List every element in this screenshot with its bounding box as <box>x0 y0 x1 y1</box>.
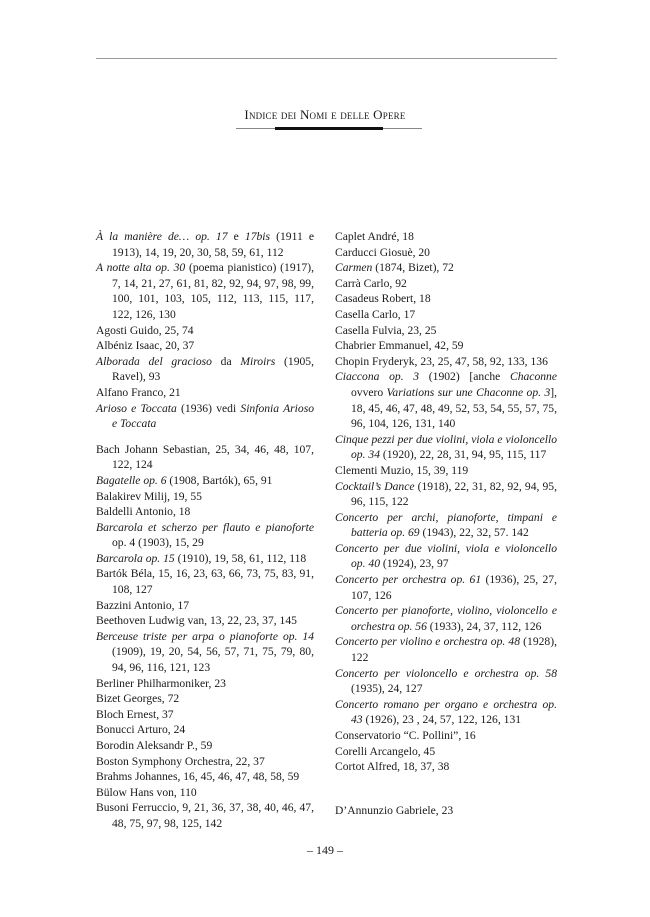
entry-text: Agosti Guido, 25, 74 <box>96 323 194 337</box>
index-entry <box>96 442 314 473</box>
index-entry <box>335 369 557 431</box>
index-entry <box>96 551 314 567</box>
index-entry <box>96 566 314 597</box>
entry-title-italic: À la manière de… op. 17 <box>96 230 228 243</box>
index-entry <box>96 676 314 692</box>
entry-text: (1928), 122 <box>351 635 557 665</box>
entry-text: Berliner Philharmoniker, 23 <box>96 676 226 690</box>
entry-text: (1935), 24, 127 <box>351 682 423 696</box>
entry-text: Balakirev Milij, 19, 55 <box>96 489 202 503</box>
index-entry <box>335 463 557 479</box>
entry-title-italic: Concerto per archi, pianoforte, timpani e batteria op. 69 <box>335 510 557 540</box>
index-entry <box>96 489 314 505</box>
entry-text: Bloch Ernest, 37 <box>96 707 174 721</box>
entry-text: (1933), 24, 37, 112, 126 <box>426 619 542 633</box>
index-entry <box>96 800 314 831</box>
entry-text: Borodin Aleksandr P., 59 <box>96 739 213 752</box>
index-entry <box>96 598 314 614</box>
top-rule <box>96 58 557 59</box>
index-entry <box>335 666 557 697</box>
entry-text: ovvero <box>351 385 387 399</box>
index-entry <box>96 613 314 629</box>
entry-text: Brahms Johannes, 16, 45, 46, 47, 48, 58, 59 <box>96 770 300 784</box>
index-entry <box>96 629 314 676</box>
entry-text: ], 18, 45, 46, 47, 48, 49, 52, 53, 54, 55, 57, 75, 96, 104, 126, 131, 140 <box>351 385 558 431</box>
title-underline-bar <box>275 127 383 130</box>
index-entry <box>96 520 314 551</box>
index-column-left <box>96 229 314 832</box>
index-entry <box>335 728 557 744</box>
entry-text: (1905, Ravel), 93 <box>112 354 314 384</box>
index-entry <box>96 401 314 432</box>
entry-text: D’Annunzio Gabriele, 23 <box>335 803 454 817</box>
entry-text: Bülow Hans von, 110 <box>96 785 197 799</box>
entry-text: (1943), 22, 32, 57. 142 <box>419 526 529 540</box>
index-entry <box>96 229 314 260</box>
entry-text: Casella Carlo, 17 <box>335 307 416 321</box>
entry-title-italic: Barcarola op. 15 <box>96 551 175 565</box>
index-entry <box>335 697 557 728</box>
index-entry <box>335 291 557 307</box>
entry-title-italic: Carmen <box>335 261 373 275</box>
index-entry <box>96 785 314 801</box>
entry-text: Bach Johann Sebastian, 25, 34, 46, 48, 107, 122, 124 <box>96 442 314 472</box>
entry-text: Bartók Béla, 15, 16, 23, 63, 66, 73, 75, 83, 91, 108, 127 <box>96 567 314 597</box>
entry-text: (1920), 22, 28, 31, 94, 95, 115, 117 <box>379 448 547 462</box>
entry-text: Cortot Alfred, 18, 37, 38 <box>335 760 450 774</box>
index-entry <box>96 504 314 520</box>
index-entry <box>96 738 314 754</box>
index-entry <box>335 260 557 276</box>
entry-text: (1909), 19, 20, 54, 56, 57, 71, 75, 79, 80, 94, 96, 116, 121, 123 <box>112 645 314 675</box>
entry-text: Chabrier Emmanuel, 42, 59 <box>335 339 464 353</box>
index-column-right <box>335 229 557 818</box>
index-entry <box>96 385 314 401</box>
entry-text: Busoni Ferruccio, 9, 21, 36, 37, 38, 40, 46, 47, 48, 75, 97, 98, 125, 142 <box>96 801 314 830</box>
index-entry <box>335 744 557 760</box>
index-entry <box>335 338 557 354</box>
index-entry <box>335 245 557 261</box>
entry-title-italic: Concerto per violino e orchestra op. 48 <box>335 635 521 649</box>
entry-text: (1926), 23 , 24, 57, 122, 126, 131 <box>362 713 522 727</box>
entry-text: Albéniz Isaac, 20, 37 <box>96 339 195 353</box>
entry-title-italic: Berceuse triste per arpa o pianoforte op. 14 <box>96 629 314 643</box>
index-entry <box>335 803 557 819</box>
entry-text: (1908, Bartók), 65, 91 <box>166 473 273 487</box>
index-entry <box>335 634 557 665</box>
index-entry <box>335 307 557 323</box>
index-entry <box>335 432 557 463</box>
entry-text: (1924), 23, 97 <box>379 557 449 571</box>
entry-title-italic: Concerto per due violini, viola e violoncello op. 40 <box>335 541 557 571</box>
entry-title-italic: Alborada del gracioso <box>96 354 212 368</box>
entry-title-italic: Chaconne <box>509 370 557 384</box>
index-entry <box>96 707 314 723</box>
entry-text: Clementi Muzio, 15, 39, 119 <box>335 463 469 477</box>
index-entry <box>96 691 314 707</box>
entry-text: Carducci Giosuè, 20 <box>335 245 430 259</box>
entry-title-italic: Barcarola et scherzo per flauto e pianoforte <box>96 520 314 534</box>
index-entry <box>96 473 314 489</box>
entry-text: Chopin Fryderyk, 23, 25, 47, 58, 92, 133, 136 <box>335 354 548 368</box>
index-entry <box>335 354 557 370</box>
entry-text: Beethoven Ludwig van, 13, 22, 23, 37, 145 <box>96 614 297 628</box>
index-entry <box>335 229 557 245</box>
entry-text: Boston Symphony Orchestra, 22, 37 <box>96 754 265 768</box>
entry-text: (1918), 22, 31, 82, 92, 94, 95, 96, 115, 122 <box>351 479 557 509</box>
entry-title-italic: Bagatelle op. 6 <box>96 473 167 487</box>
entry-title-italic: Cocktail’s Dance <box>335 479 415 493</box>
entry-text: Bazzini Antonio, 17 <box>96 598 190 612</box>
entry-text: Bizet Georges, 72 <box>96 692 180 706</box>
entry-text: (1936), 25, 27, 107, 126 <box>351 573 557 602</box>
entry-title-italic: A notte alta op. 30 <box>96 261 186 275</box>
index-entry <box>335 572 557 603</box>
entry-title-italic: Concerto romano per organo e orchestra op. 43 <box>335 697 557 727</box>
index-entry <box>96 769 314 785</box>
entry-text: Bonucci Arturo, 24 <box>96 723 186 737</box>
entry-title-italic: Miroirs <box>240 354 276 368</box>
entry-title-italic: Concerto per orchestra op. 61 <box>335 573 482 587</box>
page-title: Indice dei Nomi e delle Opere <box>244 107 406 122</box>
index-entry <box>335 510 557 541</box>
entry-title-italic: Concerto per violoncello e orchestra op. 58 <box>335 666 557 680</box>
entry-text: Alfano Franco, 21 <box>96 385 181 399</box>
index-entry <box>335 479 557 510</box>
entry-title-italic: Arioso e Toccata <box>96 401 177 415</box>
entry-title-italic: 17bis <box>244 230 271 243</box>
entry-text: Baldelli Antonio, 18 <box>96 505 191 519</box>
index-entry <box>96 323 314 339</box>
entry-title-italic: Cinque pezzi per due violini, viola e violoncello op. 34 <box>335 432 557 462</box>
entry-text: Carrà Carlo, 92 <box>335 276 407 290</box>
index-entry <box>335 759 557 775</box>
entry-text: (1874, Bizet), 72 <box>372 261 454 275</box>
index-entry <box>96 354 314 385</box>
entry-text: (1902) [anche <box>419 370 510 384</box>
entry-text: Conservatorio “C. Pollini”, 16 <box>335 729 476 742</box>
index-entry <box>335 276 557 292</box>
entry-text: (1911 e 1913), 14, 19, 20, 30, 58, 59, 61, 112 <box>112 230 314 259</box>
page-number: – 149 – <box>307 843 343 857</box>
index-entry <box>96 722 314 738</box>
index-entry <box>335 603 557 634</box>
index-entry <box>96 260 314 322</box>
index-entry <box>335 541 557 572</box>
entry-text: Caplet André, 18 <box>335 230 414 243</box>
entry-text: Casella Fulvia, 23, 25 <box>335 323 437 337</box>
entry-title-italic: Sinfonia Arioso e Toccata <box>112 401 314 431</box>
entry-text: Corelli Arcangelo, 45 <box>335 744 436 758</box>
entry-text: Casadeus Robert, 18 <box>335 292 431 306</box>
index-entry <box>96 754 314 770</box>
entry-text: op. 4 (1903), 15, 29 <box>112 536 204 550</box>
entry-text: da <box>211 354 241 368</box>
entry-text: (1910), 19, 58, 61, 112, 118 <box>174 551 307 565</box>
entry-text: e <box>227 230 245 243</box>
index-entry <box>335 323 557 339</box>
index-entry <box>96 338 314 354</box>
entry-title-italic: Variations sur une Chaconne op. 3 <box>386 385 551 399</box>
entry-title-italic: Ciaccona op. 3 <box>335 370 420 384</box>
entry-text: (poema pianistico) (1917), 7, 14, 21, 27, 61, 81, 82, 92, 94, 97, 98, 99, 100, 101, 103, 105, 112, 113, 115, 117, 122, 126, 130 <box>112 261 314 321</box>
entry-text: (1936) vedi <box>176 401 241 415</box>
entry-title-italic: Concerto per pianoforte, violino, violoncello e orchestra op. 56 <box>335 604 557 633</box>
